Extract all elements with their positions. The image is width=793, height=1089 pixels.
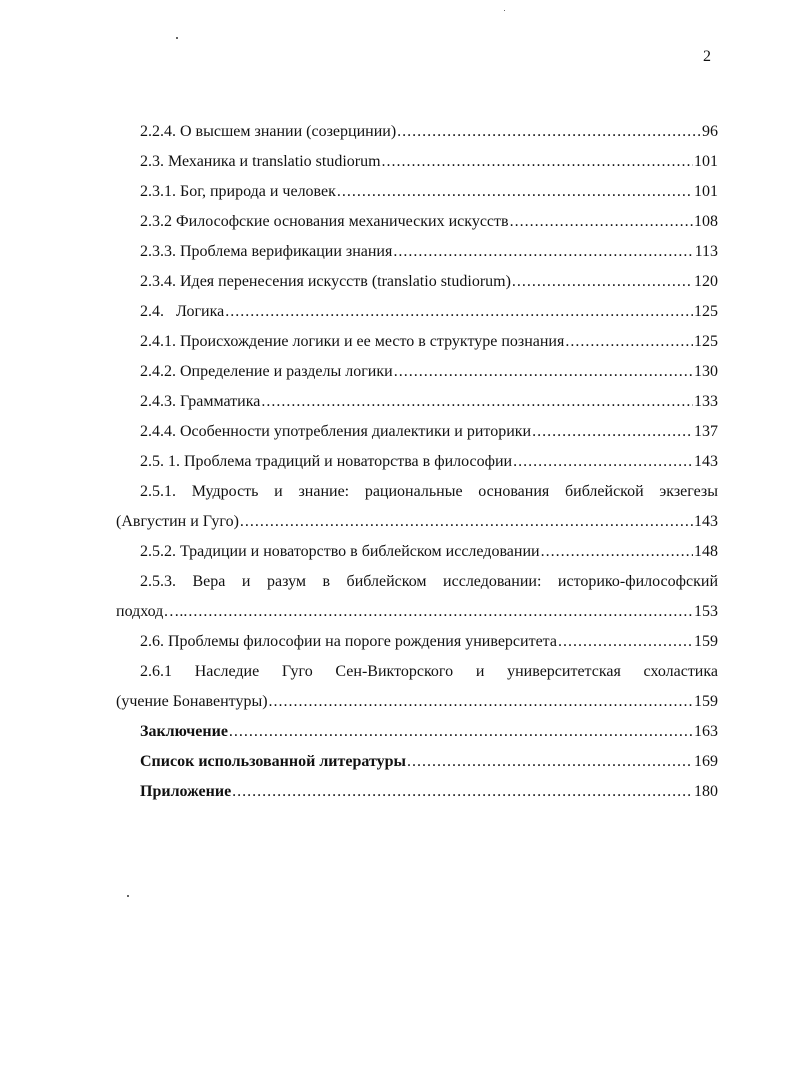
toc-entry-2-2-4: [116, 117, 718, 147]
toc-entry-2-4-2: [116, 357, 718, 387]
toc-entry-label-continued: (Августин и Гуго): [116, 513, 239, 530]
leader-dots: [269, 687, 693, 717]
table-of-contents: [116, 117, 718, 807]
toc-entry-label: Заключение: [140, 723, 228, 740]
toc-entry-label: 2.2.4. О высшем знании (созерцинии): [140, 123, 397, 140]
leader-dots: [229, 717, 693, 747]
leader-dots: [558, 627, 693, 657]
toc-entry-page: 120: [694, 273, 718, 290]
toc-entry-2-3-3: [116, 237, 718, 267]
toc-entry-2-5-3-line2: [116, 597, 718, 627]
toc-entry-page: 169: [694, 753, 718, 770]
toc-entry-label-continued: (учение Бонавентуры): [116, 693, 268, 710]
leader-dots: [261, 387, 693, 417]
toc-entry-page: 133: [694, 393, 718, 410]
scan-speck: [176, 37, 178, 39]
scan-speck: [127, 895, 129, 897]
leader-dots: [394, 357, 693, 387]
toc-entry-2-4: [116, 297, 718, 327]
toc-entry-page: 180: [694, 783, 718, 800]
toc-entry-page: 130: [694, 363, 718, 380]
toc-entry-label: 2.3.3. Проблема верификации знания: [140, 243, 393, 260]
toc-entry-page: 101: [694, 153, 718, 170]
toc-entry-label: Список использованной литературы: [140, 753, 406, 770]
toc-entry-2-5-2: [116, 537, 718, 567]
toc-entry-label: 2.5.2. Традиции и новаторство в библейском исследовании: [140, 543, 540, 560]
leader-dots: [382, 147, 693, 177]
toc-entry-page: 143: [694, 513, 718, 530]
toc-entry-label: 2.6. Проблемы философии на пороге рождения университета: [140, 633, 557, 650]
toc-entry-2-6-1-line2: [116, 687, 718, 717]
toc-entry-2-3-1: [116, 177, 718, 207]
toc-entry-2-5-1-line2: [116, 507, 718, 537]
toc-entry-2-3-2: [116, 207, 718, 237]
toc-entry-2-5-3-line1: [116, 567, 718, 597]
toc-entry-conclusion: [116, 717, 718, 747]
toc-entry-2-4-3: [116, 387, 718, 417]
toc-entry-label-continued: подход…..: [116, 603, 188, 620]
leader-dots: [512, 267, 693, 297]
toc-entry-page: 108: [694, 213, 718, 230]
toc-entry-page: 163: [694, 723, 718, 740]
leader-dots: [541, 537, 693, 567]
toc-entry-label: 2.3.2 Философские основания механических искусств: [140, 213, 509, 230]
toc-entry-page: 148: [694, 543, 718, 560]
toc-entry-page: 125: [694, 303, 718, 320]
leader-dots: [565, 327, 693, 357]
toc-entry-label: 2.4.4. Особенности употребления диалектики и риторики: [140, 423, 532, 440]
toc-entry-label: 2.6.1 Наследие Гуго Сен-Викторского и университетская схоластика: [140, 663, 718, 680]
toc-entry-2-3: [116, 147, 718, 177]
toc-entry-label: Приложение: [140, 783, 232, 800]
toc-entry-label: 2.3. Механика и translatio studiorum: [140, 153, 381, 170]
toc-entry-2-5-1-heading: [116, 447, 718, 477]
leader-dots: [513, 447, 693, 477]
toc-entry-label: 2.3.1. Бог, природа и человек: [140, 183, 336, 200]
toc-entry-2-6-1-line1: [116, 657, 718, 687]
leader-dots: [188, 597, 693, 627]
toc-entry-page: 159: [694, 633, 718, 650]
leader-dots: [532, 417, 693, 447]
toc-entry-label: 2.4.2. Определение и разделы логики: [140, 363, 393, 380]
toc-entry-page: 101: [694, 183, 718, 200]
toc-entry-label: 2.4.1. Происхождение логики и ее место в структуре познания: [140, 333, 565, 350]
toc-entry-bibliography: [116, 747, 718, 777]
scan-speck: [504, 10, 505, 11]
leader-dots: [232, 777, 693, 807]
toc-entry-page: 96: [702, 123, 718, 140]
toc-entry-label: 2.4. Логика: [140, 303, 225, 320]
toc-entry-page: 153: [694, 603, 718, 620]
leader-dots: [225, 297, 693, 327]
toc-entry-page: 159: [694, 693, 718, 710]
toc-entry-2-3-4: [116, 267, 718, 297]
toc-entry-label: 2.3.4. Идея перенесения искусств (translatio studiorum): [140, 273, 511, 290]
toc-entry-page: 143: [694, 453, 718, 470]
toc-entry-label: 2.5.1. Мудрость и знание: рациональные основания библейской экзегезы: [140, 483, 718, 500]
leader-dots: [397, 117, 701, 147]
toc-entry-2-4-1: [116, 327, 718, 357]
page-number: 2: [703, 48, 711, 65]
toc-entry-2-4-4: [116, 417, 718, 447]
leader-dots: [407, 747, 693, 777]
leader-dots: [510, 207, 693, 237]
toc-entry-page: 113: [694, 243, 718, 260]
toc-entry-2-6: [116, 627, 718, 657]
toc-entry-page: 137: [694, 423, 718, 440]
leader-dots: [393, 237, 693, 267]
toc-entry-appendix: [116, 777, 718, 807]
leader-dots: [337, 177, 693, 207]
toc-entry-2-5-1-line1: [116, 477, 718, 507]
toc-entry-label: 2.5. 1. Проблема традиций и новаторства в философии: [140, 453, 513, 470]
toc-entry-page: 125: [694, 333, 718, 350]
toc-entry-label: 2.5.3. Вера и разум в библейском исследовании: историко-философский: [140, 573, 718, 590]
toc-entry-label: 2.4.3. Грамматика: [140, 393, 261, 410]
leader-dots: [240, 507, 693, 537]
